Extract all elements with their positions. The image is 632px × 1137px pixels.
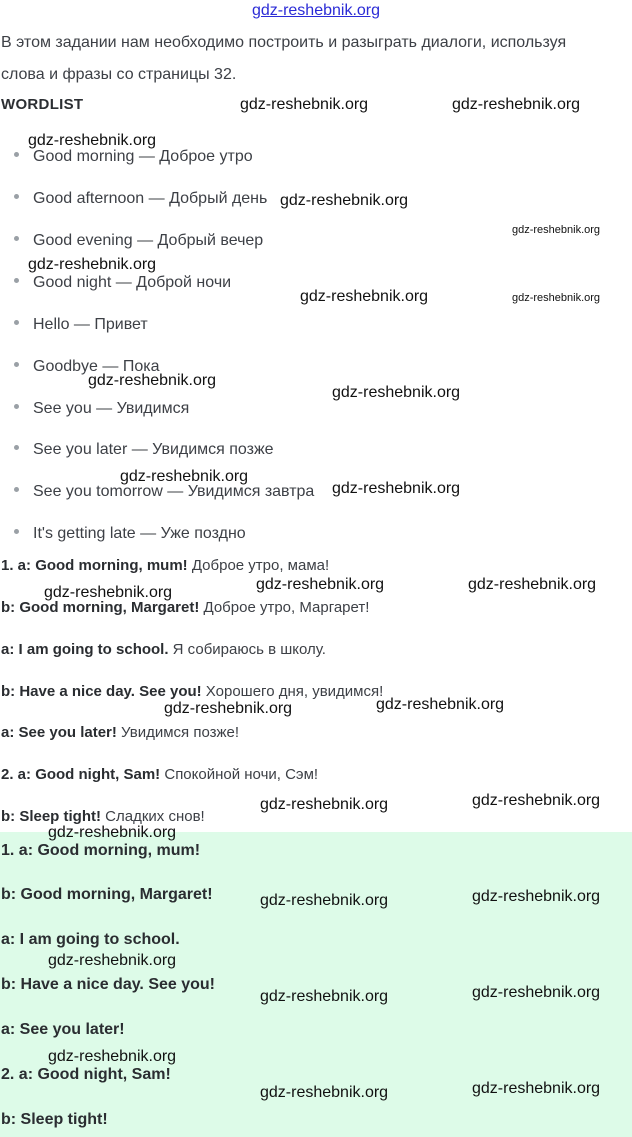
answer-line: a: I am going to school. <box>1 931 180 948</box>
bullet-icon <box>14 236 19 241</box>
watermark: gdz-reshebnik.org <box>332 384 461 401</box>
wordlist-item: See you later — Увидимся позже <box>14 441 274 459</box>
watermark: gdz-reshebnik.org <box>468 576 597 593</box>
wordlist-item: Goodbye — Пока <box>14 358 159 376</box>
dialogue-line: a: I am going to school. Я собираюсь в школу. <box>1 641 326 658</box>
watermark: gdz-reshebnik.org <box>260 988 389 1005</box>
watermark: gdz-reshebnik.org <box>472 792 601 809</box>
wordlist-item: Hello — Привет <box>14 316 148 334</box>
watermark: gdz-reshebnik.org <box>512 292 601 304</box>
watermark: gdz-reshebnik.org <box>120 468 249 485</box>
watermark: gdz-reshebnik.org <box>256 576 385 593</box>
watermark: gdz-reshebnik.org <box>472 1080 601 1097</box>
watermark: gdz-reshebnik.org <box>280 192 409 209</box>
wordlist-heading: WORDLIST <box>1 96 84 113</box>
watermark: gdz-reshebnik.org <box>260 796 389 813</box>
bullet-icon <box>14 278 19 283</box>
watermark: gdz-reshebnik.org <box>472 888 601 905</box>
watermark: gdz-reshebnik.org <box>332 480 461 497</box>
bullet-icon <box>14 320 19 325</box>
dialogue-line: 2. a: Good night, Sam! Спокойной ночи, Сэм! <box>1 766 319 783</box>
watermark: gdz-reshebnik.org <box>48 824 177 841</box>
watermark: gdz-reshebnik.org <box>452 96 581 113</box>
wordlist-item: Good night — Доброй ночи <box>14 274 231 292</box>
watermark: gdz-reshebnik.org <box>260 1084 389 1101</box>
answer-line: b: Good morning, Margaret! <box>1 886 213 903</box>
dialogue-line: b: Have a nice day. See you! Хорошего дня, увидимся! <box>1 683 384 700</box>
watermark: gdz-reshebnik.org <box>48 952 177 969</box>
wordlist-item: See you — Увидимся <box>14 400 189 418</box>
intro-text-line-1: В этом задании нам необходимо построить и разыграть диалоги, используя <box>1 34 567 51</box>
watermark: gdz-reshebnik.org <box>240 96 369 113</box>
answer-line: b: Have a nice day. See you! <box>1 976 216 993</box>
watermark: gdz-reshebnik.org <box>300 288 429 305</box>
bullet-icon <box>14 445 19 450</box>
bullet-icon <box>14 404 19 409</box>
bullet-icon <box>14 362 19 367</box>
watermark: gdz-reshebnik.org <box>44 584 173 601</box>
wordlist-item: Good evening — Добрый вечер <box>14 232 263 250</box>
answer-line: 1. a: Good morning, mum! <box>1 842 201 859</box>
wordlist-item: See you tomorrow — Увидимся завтра <box>14 483 314 501</box>
bullet-icon <box>14 152 19 157</box>
watermark: gdz-reshebnik.org <box>260 892 389 909</box>
answer-line: 2. a: Good night, Sam! <box>1 1066 171 1083</box>
watermark: gdz-reshebnik.org <box>472 984 601 1001</box>
watermark: gdz-reshebnik.org <box>88 372 217 389</box>
dialogue-line: 1. a: Good morning, mum! Доброе утро, мама! <box>1 557 330 574</box>
bullet-icon <box>14 529 19 534</box>
bullet-icon <box>14 194 19 199</box>
intro-text-line-2: слова и фразы со страницы 32. <box>1 66 237 83</box>
wordlist-item: Good afternoon — Добрый день <box>14 190 267 208</box>
watermark: gdz-reshebnik.org <box>48 1048 177 1065</box>
wordlist-item: Good morning — Доброе утро <box>14 148 253 166</box>
header-site-link[interactable]: gdz-reshebnik.org <box>251 2 381 19</box>
answer-line: b: Sleep tight! <box>1 1111 108 1128</box>
dialogue-line: b: Sleep tight! Сладких снов! <box>1 808 205 825</box>
watermark: gdz-reshebnik.org <box>512 224 601 236</box>
watermark: gdz-reshebnik.org <box>164 700 293 717</box>
answer-line: a: See you later! <box>1 1021 125 1038</box>
watermark: gdz-reshebnik.org <box>28 256 157 273</box>
watermark: gdz-reshebnik.org <box>376 696 505 713</box>
dialogue-line: a: See you later! Увидимся позже! <box>1 724 240 741</box>
watermark: gdz-reshebnik.org <box>28 132 157 149</box>
dialogue-line: b: Good morning, Margaret! Доброе утро, Маргарет! <box>1 599 370 616</box>
bullet-icon <box>14 487 19 492</box>
wordlist-item: It's getting late — Уже поздно <box>14 525 246 543</box>
